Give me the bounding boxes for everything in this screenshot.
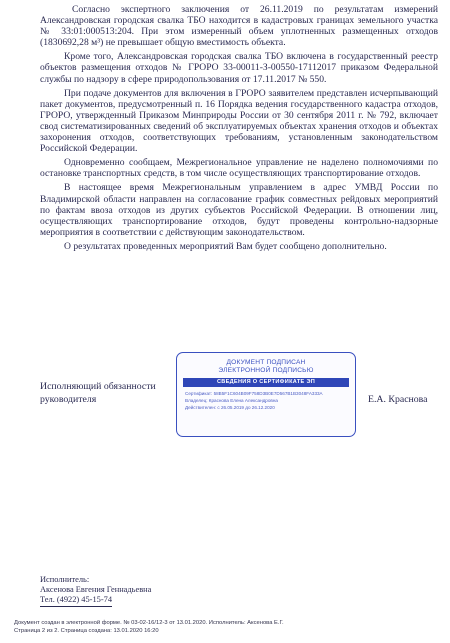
paragraph-groro-registry: Кроме того, Александровская городская свалка ТБО включена в государственный реестр объектов размещения отходов № ГРОРО 33-00011-З-00550-17112017 приказом Федеральной службы по надзору в сфере природопользования от 17.11.2017 № 550. (40, 51, 438, 85)
stamp-validity: Действителен: с 26.05.2019 до 26.12.2020 (185, 405, 275, 410)
stamp-certificate-header: СВЕДЕНИЯ О СЕРТИФИКАТЕ ЭП (183, 378, 349, 387)
executor-phone: Тел. (4922) 45-15-74 (40, 595, 112, 606)
paragraph-powers: Одновременно сообщаем, Межрегиональное управление не наделено полномочиями по остановке транспортных средств, в том числе осуществляющих транспортирование отходов. (40, 157, 438, 180)
paragraph-documents: При подаче документов для включения в ГРОРО заявителем представлен исчерпывающий пакет документов, предусмотренный п. 16 Порядка ведения государственного кадастра отходов, ГРОРО, утвержденный Приказом Минприроды России от 30 сентября 2011 г. № 792, включает свод систематизированных сведений об эксплуатируемых объектах хранения отходов и объектах захоронения отходов, соответствующих требованиям, установленным законодательством Российской Федерации. (40, 87, 438, 155)
executor-block (40, 575, 151, 607)
stamp-owner: Владелец: Краснова Елена Александровна (185, 398, 278, 403)
electronic-signature-stamp (176, 352, 356, 437)
stamp-title (177, 359, 355, 375)
paragraph-results: О результатах проведенных мероприятий Вам будет сообщено дополнительно. (64, 240, 387, 252)
executor-name: Аксенова Евгения Геннадьевна (40, 585, 152, 595)
stamp-title-line2: ЭЛЕКТРОННОЙ ПОДПИСЬЮ (218, 367, 314, 374)
letter-body (40, 4, 438, 255)
executor-label: Исполнитель: (40, 575, 90, 584)
signatory-name: Е.А. Краснова (368, 394, 428, 405)
footer-doc-info: Документ создан в электронной форме. № 03-02-16/12-3 от 13.01.2020. Исполнитель: Аксенова Е.Г. (14, 620, 284, 626)
stamp-title-line1: ДОКУМЕНТ ПОДПИСАН (226, 359, 306, 366)
paragraph-raids: В настоящее время Межрегиональным управлением в адрес УМВД России по Владимирской области направлен на согласование график совместных рейдовых мероприятий по фактам ввоза отходов из других субъектов Российской Федерации. В отношении лиц, осуществляющих транспортирование отходов, будут проведены контрольно-надзорные мероприятия в соответствии с действующим законодательством. (40, 182, 438, 238)
stamp-details (185, 390, 347, 411)
paragraph-expert-conclusion: Согласно экспертного заключения от 26.11.2019 по результатам измерений Александровская городская свалка ТБО находится в кадастровых границах земельного участка № 33:01:000513:204. При этом измеренный объем уплотненных размещенных отходов (1830692,28 м³) не превышает общую вместимость объекта. (40, 4, 438, 49)
signatory-position: Исполняющий обязанности руководителя (40, 381, 156, 405)
footer-page-info: Страница 2 из 2. Страница создана: 13.01.2020 16:20 (14, 627, 159, 634)
document-footer (14, 620, 284, 635)
stamp-certificate: Сертификат: 58B5F1C604B09F758D3B0E7D567B1B3048FA333A (185, 391, 323, 396)
